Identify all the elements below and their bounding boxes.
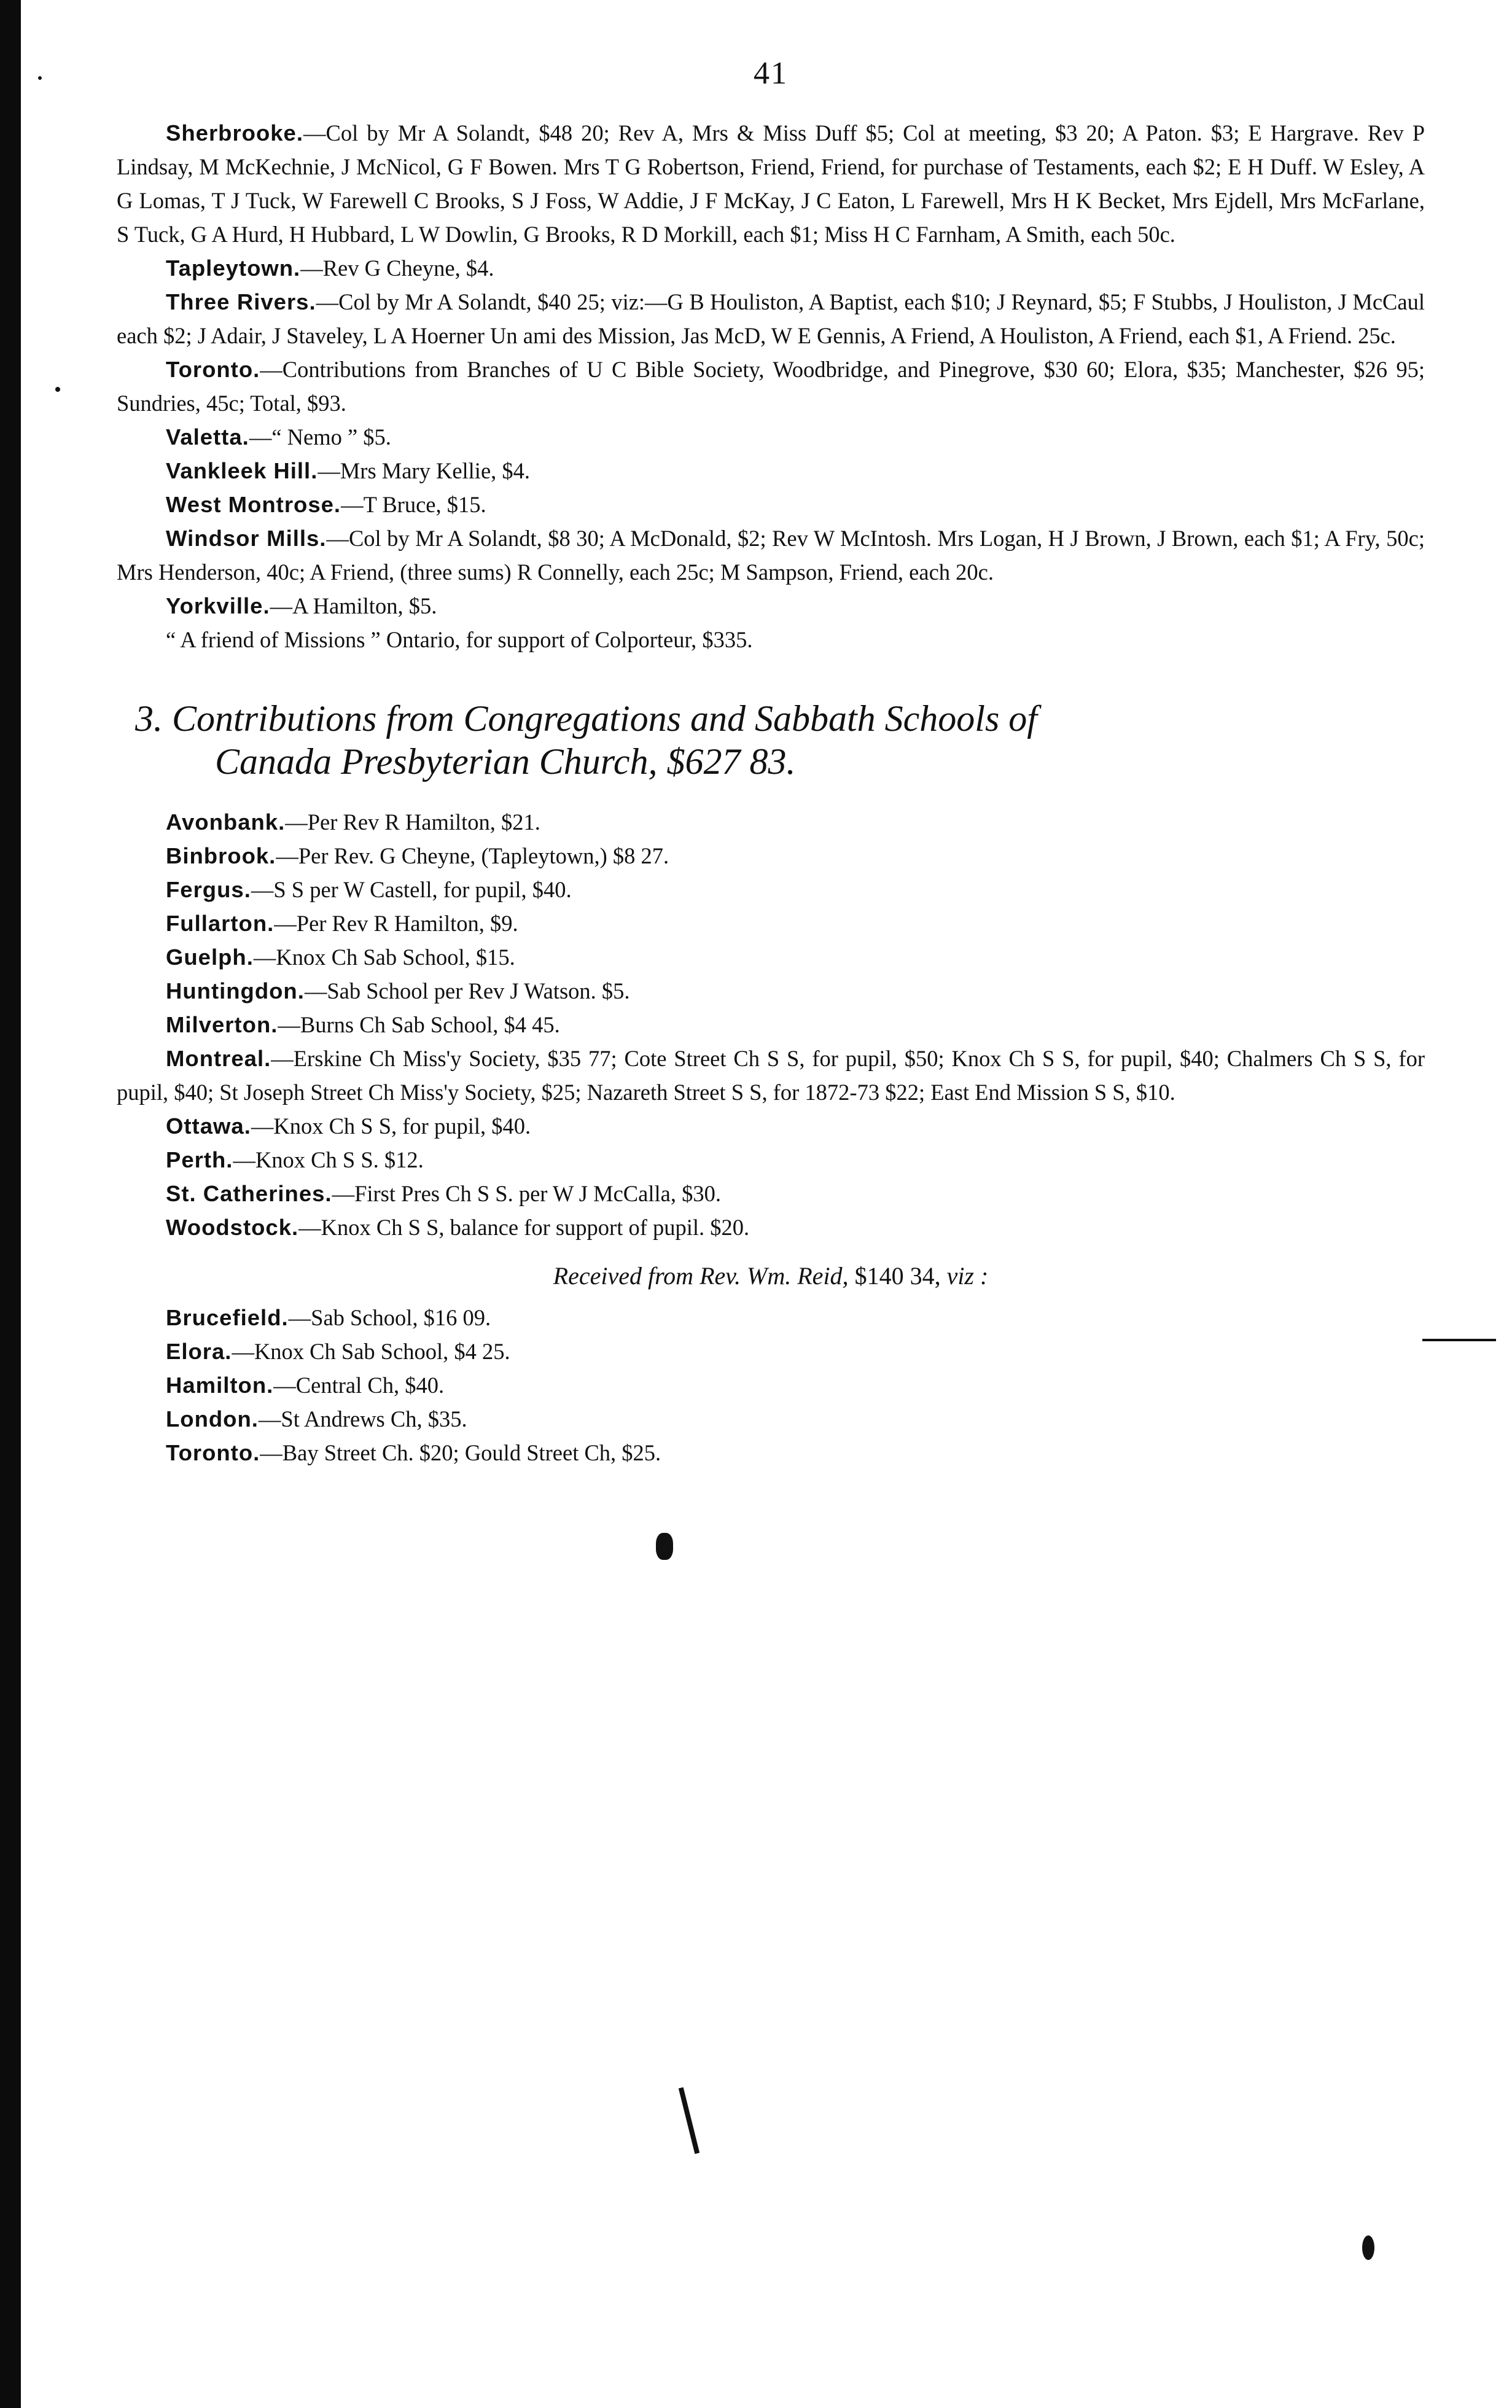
scan-speck [55,387,60,392]
entry-text: —Knox Ch S S, for pupil, $40. [251,1113,531,1139]
section-b-entries [117,805,1425,1244]
place-name: Binbrook. [166,843,276,868]
list-item [117,805,1425,839]
page-number: 41 [754,56,788,91]
entry-text: —Col by Mr A Solandt, $8 30; A McDonald, $2; Rev W McIntosh. Mrs Logan, H J Brown, J Brown, each $1; A Fry, 50c; Mrs Henderson, 40c; A Friend, (three sums) R Connelly, each 25c; M Sampson, Friend, each 20c. [117,526,1425,585]
place-name: Vankleek Hill. [166,458,318,483]
list-item [117,1301,1425,1335]
list-item [117,589,1425,623]
entry-text: —“ Nemo ” $5. [249,424,391,450]
place-name: Fergus. [166,877,251,902]
entry-text: —Erskine Ch Miss'y Society, $35 77; Cote Street Ch S S, for pupil, $50; Knox Ch S S, for pupil, $40; Chalmers Ch S S, for pupil, $40; St Joseph Street Ch Miss'y Society, $25; Nazareth Street S S, for 1872-73 $22; East End Mission S S, $10. [117,1046,1425,1105]
entry-text: —Central Ch, $40. [273,1373,445,1398]
place-name: Windsor Mills. [166,526,327,551]
entry-text: —Mrs Mary Kellie, $4. [318,458,531,483]
entry-text: —Sab School, $16 09. [288,1305,491,1330]
scan-speck [656,1533,673,1560]
scan-speck [38,76,42,80]
received-lead: Received from Rev. Wm. Reid, [553,1262,849,1290]
section-heading-line2: Canada Presbyterian Church, $627 83. [215,741,796,782]
place-name: Toronto. [166,1440,260,1465]
entry-text: —S S per W Castell, for pupil, $40. [251,877,572,902]
entry-text: —Knox Ch Sab School, $15. [253,945,515,970]
place-name: Milverton. [166,1012,278,1037]
list-item [117,353,1425,420]
list-item [117,1335,1425,1368]
list-item [117,906,1425,940]
scan-speck [679,2087,699,2154]
list-item [117,1177,1425,1210]
place-name: Elora. [166,1339,232,1364]
place-name: St. Catherines. [166,1181,332,1206]
place-name: Hamilton. [166,1373,274,1398]
place-name: Huntingdon. [166,978,305,1003]
scan-speck [1362,2235,1374,2260]
place-name: Fullarton. [166,911,275,936]
entry-text: “ A friend of Missions ” Ontario, for support of Colporteur, $335. [166,627,753,652]
entry-text: —T Bruce, $15. [341,492,486,517]
list-item [117,623,1425,657]
entry-text: —Per Rev. G Cheyne, (Tapleytown,) $8 27. [276,843,669,868]
entry-text: —Bay Street Ch. $20; Gould Street Ch, $25. [260,1440,661,1465]
list-item [117,521,1425,589]
list-item [117,1402,1425,1436]
list-item [117,1210,1425,1244]
list-item [117,1143,1425,1177]
place-name: Ottawa. [166,1113,251,1139]
section-c-entries [117,1301,1425,1470]
entry-text: —Knox Ch S S, balance for support of pupil. $20. [298,1215,750,1240]
section-heading-line1: 3. Contributions from Congregations and Sabbath Schools of [135,698,1037,739]
list-item [117,873,1425,906]
entry-text: —A Hamilton, $5. [270,593,437,618]
place-name: West Montrose. [166,492,341,517]
list-item [117,839,1425,873]
place-name: Guelph. [166,945,254,970]
entry-text: —Col by Mr A Solandt, $40 25; viz:—G B Houliston, A Baptist, each $10; J Reynard, $5; F Stubbs, J Houliston, J McCaul each $2; J Adair, J Staveley, L A Hoerner Un ami des Mission, Jas McD, W E Gennis, A Friend, A Houliston, A Friend, each $1, A Friend. 25c. [117,289,1425,348]
list-item [117,285,1425,353]
entry-text: —Per Rev R Hamilton, $21. [285,809,540,835]
received-from-heading [117,1259,1425,1293]
place-name: Valetta. [166,424,249,450]
entry-text: —Knox Ch S S. $12. [233,1147,424,1172]
place-name: Tapleytown. [166,255,301,281]
entry-text: —Contributions from Branches of U C Bible Society, Woodbridge, and Pinegrove, $30 60; Elora, $35; Manchester, $26 95; Sundries, 45c; Total, $93. [117,357,1425,416]
list-item [117,1042,1425,1109]
scan-edge-shadow [0,0,21,2408]
list-item [117,1008,1425,1042]
place-name: Montreal. [166,1046,271,1071]
received-amount: $140 34, [854,1262,941,1290]
list-item [117,974,1425,1008]
place-name: Sherbrooke. [166,120,303,146]
list-item [117,488,1425,521]
scan-speck [1422,1339,1496,1341]
place-name: Perth. [166,1147,233,1172]
place-name: Three Rivers. [166,289,316,314]
place-name: Avonbank. [166,809,286,835]
entry-text: —Col by Mr A Solandt, $48 20; Rev A, Mrs & Miss Duff $5; Col at meeting, $3 20; A Paton. $3; E Hargrave. Rev P Lindsay, M McKechnie, J McNicol, G F Bowen. Mrs T G Robertson, Friend, Friend, for purchase of Testaments, each $2; E H Duff. W Esley, A G Lomas, T J Tuck, W Farewell C Brooks, S J Foss, W Addie, J F McKay, J C Eaton, L Farewell, Mrs H K Becket, Mrs Ejdell, Mrs McFarlane, S Tuck, G A Hurd, H Hubbard, L W Dowlin, G Brooks, R D Morkill, each $1; Miss H C Farnham, A Smith, each 50c. [117,120,1425,247]
entry-text: —Rev G Cheyne, $4. [300,255,494,281]
list-item [117,1368,1425,1402]
list-item [117,116,1425,251]
section-a-entries [117,116,1425,657]
received-tail: viz : [946,1262,989,1290]
document-page [117,55,1425,1470]
place-name: London. [166,1406,259,1432]
entry-text: —Sab School per Rev J Watson. $5. [304,978,630,1003]
entry-text: —Knox Ch Sab School, $4 25. [232,1339,510,1364]
list-item [117,940,1425,974]
entry-text: —Per Rev R Hamilton, $9. [274,911,518,936]
entry-text: —Burns Ch Sab School, $4 45. [278,1012,560,1037]
place-name: Toronto. [166,357,260,382]
place-name: Brucefield. [166,1305,289,1330]
list-item [117,454,1425,488]
entry-text: —St Andrews Ch, $35. [258,1406,467,1432]
place-name: Woodstock. [166,1215,299,1240]
list-item [117,1436,1425,1470]
entry-text: —First Pres Ch S S. per W J McCalla, $30. [332,1181,721,1206]
section-heading [117,697,1425,783]
list-item [117,251,1425,285]
list-item [117,1109,1425,1143]
place-name: Yorkville. [166,593,270,618]
list-item [117,420,1425,454]
